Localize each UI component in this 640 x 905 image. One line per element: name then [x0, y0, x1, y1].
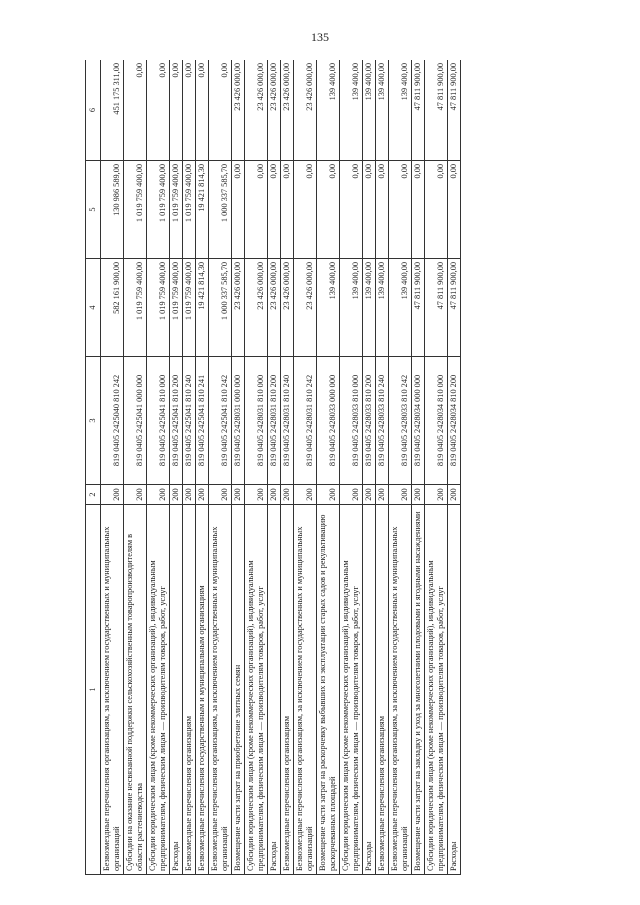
row-amount-col5: 0,00 — [425, 161, 448, 259]
row-budget-code: 819 0405 2428031 810 240 — [281, 357, 294, 485]
budget-table — [85, 60, 461, 875]
row-amount-col5: 0,00 — [448, 161, 461, 259]
row-admin-code: 200 — [317, 485, 340, 505]
row-admin-code: 200 — [363, 485, 376, 505]
row-amount-total: 23 426 000,00 — [268, 259, 281, 357]
row-amount-col5: 0,00 — [317, 161, 340, 259]
row-amount-col5: 1 000 337 585,70 — [209, 161, 232, 259]
row-admin-code: 200 — [425, 485, 448, 505]
row-budget-code: 819 0405 2428031 000 000 — [232, 357, 245, 485]
row-name: Возмещение части затрат на раскорчевку выбывших из эксплуатации старых садов и рекультивацию раскорчеванных площадей — [317, 505, 340, 875]
row-amount-total: 139 400,00 — [340, 259, 363, 357]
row-amount-total: 139 400,00 — [376, 259, 389, 357]
row-amount-col5: 1 019 759 400,00 — [183, 161, 196, 259]
row-amount-col5: 1 019 759 400,00 — [147, 161, 170, 259]
row-amount-total: 23 426 000,00 — [232, 259, 245, 357]
row-amount-col5: 1 019 759 400,00 — [124, 161, 147, 259]
row-budget-code: 819 0405 2425041 810 000 — [147, 357, 170, 485]
row-admin-code: 200 — [448, 485, 461, 505]
row-budget-code: 819 0405 2425041 810 241 — [196, 357, 209, 485]
table-row — [294, 60, 317, 875]
row-budget-code: 819 0405 2425041 810 240 — [183, 357, 196, 485]
row-budget-code: 819 0405 2428033 810 200 — [363, 357, 376, 485]
table-row — [412, 60, 425, 875]
row-admin-code: 200 — [389, 485, 412, 505]
table-row — [363, 60, 376, 875]
row-budget-code: 819 0405 2425041 810 200 — [170, 357, 183, 485]
table-row — [170, 60, 183, 875]
row-amount-col5: 0,00 — [376, 161, 389, 259]
row-admin-code: 200 — [376, 485, 389, 505]
table-row — [281, 60, 294, 875]
header-col-1: 1 — [86, 505, 101, 875]
table-row — [183, 60, 196, 875]
row-amount-col6: 47 811 900,00 — [412, 60, 425, 161]
row-amount-col6: 139 400,00 — [363, 60, 376, 161]
row-amount-total: 47 811 900,00 — [412, 259, 425, 357]
row-amount-col6: 0,00 — [209, 60, 232, 161]
rotated-page-area — [85, 60, 591, 875]
table-row — [232, 60, 245, 875]
row-name: Субсидии юридическим лицам (кроме некоммерческих организаций), индивидуальным предпринимателям, физическим лицам — производителям товаров, работ, услуг — [340, 505, 363, 875]
row-budget-code: 819 0405 2428031 810 000 — [245, 357, 268, 485]
table-row — [376, 60, 389, 875]
row-amount-col5: 0,00 — [268, 161, 281, 259]
row-amount-total: 1 019 759 400,00 — [170, 259, 183, 357]
row-amount-total: 23 426 000,00 — [245, 259, 268, 357]
row-amount-total: 582 161 900,00 — [101, 259, 124, 357]
row-admin-code: 200 — [170, 485, 183, 505]
row-amount-col5: 0,00 — [363, 161, 376, 259]
row-name: Безвозмездные перечисления организациям, за исключением государственных и муниципальных организаций — [389, 505, 412, 875]
row-name: Субсидии юридическим лицам (кроме некоммерческих организаций), индивидуальным предпринимателям, физическим лицам — производителям товаров, работ, услуг — [147, 505, 170, 875]
row-name: Безвозмездные перечисления организациям, за исключением государственных и муниципальных организаций — [294, 505, 317, 875]
table-header — [86, 60, 101, 875]
table-row — [389, 60, 412, 875]
row-amount-col5: 0,00 — [389, 161, 412, 259]
row-amount-col6: 0,00 — [170, 60, 183, 161]
row-name: Расходы — [268, 505, 281, 875]
row-admin-code: 200 — [294, 485, 317, 505]
row-amount-col5: 0,00 — [281, 161, 294, 259]
row-amount-total: 139 400,00 — [389, 259, 412, 357]
row-budget-code: 819 0405 2428034 000 000 — [412, 357, 425, 485]
row-amount-total: 1 019 759 400,00 — [147, 259, 170, 357]
header-col-3: 3 — [86, 357, 101, 485]
row-name: Безвозмездные перечисления организациям — [376, 505, 389, 875]
row-name: Субсидии юридическим лицам (кроме некоммерческих организаций), индивидуальным предпринимателям, физическим лицам — производителям товаров, работ, услуг — [245, 505, 268, 875]
row-amount-col6: 139 400,00 — [376, 60, 389, 161]
row-amount-col5: 130 986 589,00 — [101, 161, 124, 259]
row-name: Безвозмездные перечисления государственным и муниципальным организациям — [196, 505, 209, 875]
row-budget-code: 819 0405 2428033 810 000 — [340, 357, 363, 485]
table-row — [196, 60, 209, 875]
row-admin-code: 200 — [268, 485, 281, 505]
row-budget-code: 819 0405 2428034 810 000 — [425, 357, 448, 485]
row-admin-code: 200 — [196, 485, 209, 505]
row-amount-col6: 0,00 — [196, 60, 209, 161]
row-amount-col6: 139 400,00 — [340, 60, 363, 161]
row-amount-col6: 0,00 — [183, 60, 196, 161]
row-budget-code: 819 0405 2425041 810 242 — [209, 357, 232, 485]
row-amount-col6: 47 811 900,00 — [448, 60, 461, 161]
row-name: Расходы — [363, 505, 376, 875]
rotated-table-container — [85, 60, 591, 875]
row-amount-total: 139 400,00 — [317, 259, 340, 357]
row-amount-col6: 23 426 000,00 — [294, 60, 317, 161]
row-amount-total: 47 811 900,00 — [448, 259, 461, 357]
row-budget-code: 819 0405 2428033 000 000 — [317, 357, 340, 485]
table-row — [209, 60, 232, 875]
row-budget-code: 819 0405 2428031 810 200 — [268, 357, 281, 485]
row-amount-total: 1 019 759 400,00 — [183, 259, 196, 357]
row-amount-col5: 0,00 — [245, 161, 268, 259]
row-amount-col6: 0,00 — [124, 60, 147, 161]
row-amount-col5: 1 019 759 400,00 — [170, 161, 183, 259]
table-row — [425, 60, 448, 875]
table-row — [101, 60, 124, 875]
row-name: Возмещение части затрат на закладку и уход за многолетними плодовыми и ягодными насаждениями — [412, 505, 425, 875]
table-row — [245, 60, 268, 875]
row-admin-code: 200 — [183, 485, 196, 505]
row-admin-code: 200 — [245, 485, 268, 505]
row-amount-total: 139 400,00 — [363, 259, 376, 357]
row-amount-col5: 0,00 — [340, 161, 363, 259]
row-admin-code: 200 — [147, 485, 170, 505]
row-amount-total: 1 019 759 400,00 — [124, 259, 147, 357]
row-name: Безвозмездные перечисления организациям, за исключением государственных и муниципальных организаций — [209, 505, 232, 875]
table-body — [101, 60, 461, 875]
header-col-6: 6 — [86, 60, 101, 161]
row-admin-code: 200 — [101, 485, 124, 505]
row-name: Возмещение части затрат на приобретение элитных семян — [232, 505, 245, 875]
row-name: Безвозмездные перечисления организациям — [183, 505, 196, 875]
row-budget-code: 819 0405 2428031 810 242 — [294, 357, 317, 485]
row-admin-code: 200 — [281, 485, 294, 505]
row-budget-code: 819 0405 2425040 810 242 — [101, 357, 124, 485]
row-budget-code: 819 0405 2428033 810 242 — [389, 357, 412, 485]
header-col-5: 5 — [86, 161, 101, 259]
row-amount-col6: 47 811 900,00 — [425, 60, 448, 161]
row-amount-col6: 0,00 — [147, 60, 170, 161]
row-amount-col5: 19 421 814,30 — [196, 161, 209, 259]
row-budget-code: 819 0405 2428034 810 200 — [448, 357, 461, 485]
table-row — [317, 60, 340, 875]
table-row — [268, 60, 281, 875]
row-amount-col6: 23 426 000,00 — [245, 60, 268, 161]
row-admin-code: 200 — [340, 485, 363, 505]
row-admin-code: 200 — [124, 485, 147, 505]
row-amount-total: 23 426 000,00 — [281, 259, 294, 357]
row-name: Безвозмездные перечисления организациям, за исключением государственных и муниципальных организаций — [101, 505, 124, 875]
row-amount-col5: 0,00 — [412, 161, 425, 259]
header-col-2: 2 — [86, 485, 101, 505]
row-name: Безвозмездные перечисления организациям — [281, 505, 294, 875]
row-admin-code: 200 — [412, 485, 425, 505]
row-amount-col6: 23 426 000,00 — [281, 60, 294, 161]
row-name: Субсидии на оказание несвязанной поддержки сельскохозяйственным товаропроизводителям в области растениеводства — [124, 505, 147, 875]
row-amount-col6: 23 426 000,00 — [232, 60, 245, 161]
row-amount-col6: 23 426 000,00 — [268, 60, 281, 161]
header-col-4: 4 — [86, 259, 101, 357]
row-budget-code: 819 0405 2428033 810 240 — [376, 357, 389, 485]
row-amount-col6: 139 400,00 — [389, 60, 412, 161]
row-name: Субсидии юридическим лицам (кроме некоммерческих организаций), индивидуальным предпринимателям, физическим лицам — производителям товаров, работ, услуг — [425, 505, 448, 875]
table-row — [147, 60, 170, 875]
row-amount-total: 47 811 900,00 — [425, 259, 448, 357]
page-number: 135 — [311, 30, 329, 44]
row-amount-col5: 0,00 — [232, 161, 245, 259]
row-name: Расходы — [448, 505, 461, 875]
row-amount-total: 1 000 337 585,70 — [209, 259, 232, 357]
row-budget-code: 819 0405 2425041 000 000 — [124, 357, 147, 485]
table-row — [448, 60, 461, 875]
header-row — [86, 60, 101, 875]
row-amount-col6: 451 175 311,00 — [101, 60, 124, 161]
row-amount-col6: 139 400,00 — [317, 60, 340, 161]
table-row — [340, 60, 363, 875]
row-admin-code: 200 — [232, 485, 245, 505]
table-row — [124, 60, 147, 875]
row-amount-total: 23 426 000,00 — [294, 259, 317, 357]
row-admin-code: 200 — [209, 485, 232, 505]
row-name: Расходы — [170, 505, 183, 875]
row-amount-col5: 0,00 — [294, 161, 317, 259]
row-amount-total: 19 421 814,30 — [196, 259, 209, 357]
